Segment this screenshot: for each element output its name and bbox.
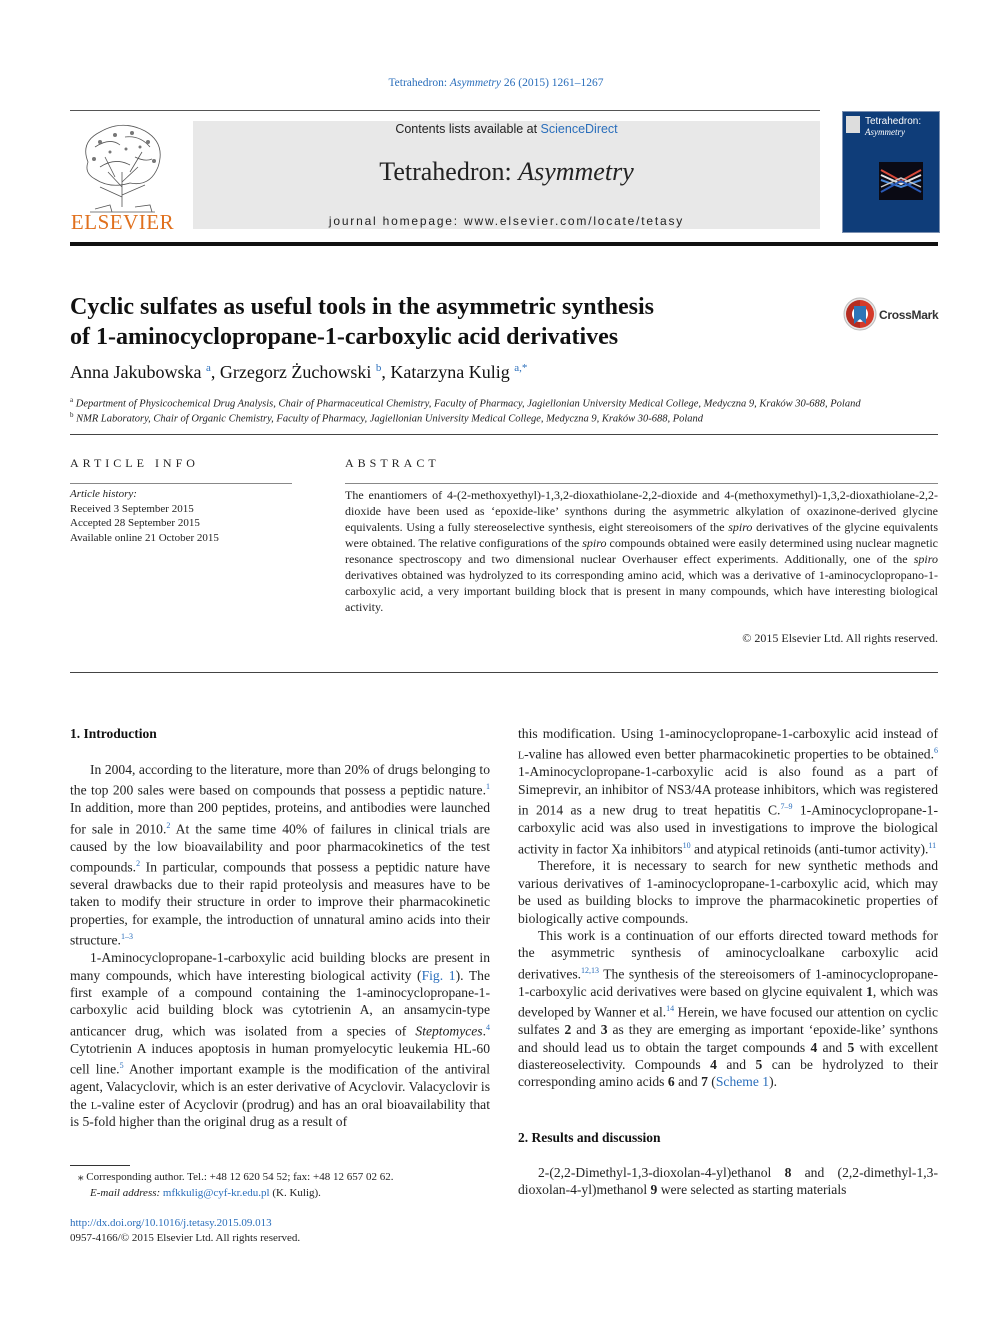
publisher-wordmark: ELSEVIER bbox=[70, 210, 175, 234]
section-heading-results: 2. Results and discussion bbox=[518, 1130, 661, 1145]
left-column-body bbox=[70, 761, 490, 1130]
cover-title: Tetrahedron: Asymmetry bbox=[865, 116, 922, 137]
affiliation-a: $^a$ Department of Physicochemical Drug Analysis, Chair of Pharmaceutical Chemistry, Faculty of Pharmacy, Jagiellonian University Medical College, Medyczna 9, Kraków 30-688, Poland bbox=[70, 396, 861, 410]
results-paragraph-1: 2-(2,2-Dimethyl-1,3-dioxolan-4-yl)ethanol 8 and (2,2-dimethyl-1,3-dioxolan-4-yl)methanol 9 were selected as starting materials bbox=[518, 1165, 938, 1198]
doi-block: http://dx.doi.org/10.1016/j.tetasy.2015.09.013 0957-4166/© 2015 Elsevier Ltd. All rights reserved. bbox=[70, 1217, 301, 1244]
scheme-link[interactable]: Scheme 1 bbox=[715, 1074, 770, 1090]
contents-line: Contents lists available at ScienceDirect bbox=[395, 122, 618, 136]
abstract-heading: ABSTRACT bbox=[345, 456, 440, 470]
header-rule bbox=[70, 110, 820, 111]
intro-paragraph-2: 1-Aminocyclopropane-1-carboxylic acid building blocks are present in many compounds, which have interesting biological activity (Fig. 1). The first example of a compound containing the 1-aminocyclopropane-1-carboxylic acid building block was cytotrienin A, an ansamycin-type anticancer drug, which was isolated from a species of Steptomyces.$^4$ Cytotrienin A induces apoptosis in human promyelocytic leukemia HL-60 cell line.$^5$ Another important example is the modification of the antiviral agent, Valacyclovir, which is an ester derivative of Acyclovir. Valacyclovir is the l-valine ester of Acyclovir (prodrug) and has an oral bioavailability that is 5-fold higher than the original drug as a result of bbox=[70, 950, 491, 1129]
doi-link[interactable]: http://dx.doi.org/10.1016/j.tetasy.2015.09.013 bbox=[70, 1217, 272, 1229]
journal-masthead bbox=[193, 121, 820, 229]
article-title: Cyclic sulfates as useful tools in the asymmetric synthesis of 1-aminocyclopropane-1-carboxylic acid derivatives bbox=[70, 294, 654, 350]
cover-publisher-icon bbox=[846, 116, 860, 133]
crossmark-badge[interactable]: CrossMark bbox=[843, 297, 953, 333]
intro-paragraph-4: This work is a continuation of our efforts directed toward methods for the asymmetric synthesis of aminocycloalkane carboxylic acid derivatives.$^{12,13}$ The synthesis of the stereoisomers of 1-aminocyclopropane-1-carboxylic acid derivatives were based on glycine equivalent 1, which was developed by Wanner et al.$^{14}$ Herein, we have focused our attention on cyclic sulfates 2 and 3 as they are emerging as important ‘epoxide-like’ synthons and should lead us to obtain the target compounds 4 and 5 with excellent diastereoselectivity. Compounds 4 and 5 can be hydrolyzed to their corresponding amino acids 6 and 7 (Scheme 1). bbox=[518, 928, 938, 1090]
abstract-text: The enantiomers of 4-(2-methoxyethyl)-1,3,2-dioxathiolane-2,2-dioxide and 4-(methoxymethyl)-1,3,2-dioxathiolane-2,2-dioxide have been used as ‘epoxide-like’ synthons during the asymmetric alkylation of oxazinone-derived glycine equivalents. Using a fully stereoselective synthesis, eight stereoisomers of the spiro derivatives of the glycine equivalents were obtained. The relative configurations of the spiro compounds obtained were easily determined using nuclear magnetic resonance spectroscopy and two dimensional nuclear Overhauser effect experiments. Additionally, one of the spiro derivatives obtained was hydrolyzed to its corresponding amino acid, which was a derivative of 1-aminocyclopropano-1-carboxylic acid, a very important building block that is present in many compounds, which have interesting biological activity. bbox=[345, 488, 938, 614]
article-info-heading: ARTICLE INFO bbox=[70, 456, 199, 470]
abstract-copyright: © 2015 Elsevier Ltd. All rights reserved. bbox=[742, 631, 938, 645]
journal-name: Tetrahedron: Asymmetry bbox=[379, 157, 634, 186]
sciencedirect-link[interactable]: ScienceDirect bbox=[540, 122, 618, 136]
intro-paragraph-3: Therefore, it is necessary to search for new synthetic methods and various derivatives of 1-aminocyclopropane-1-carboxylic acid, which may be used as building blocks to improve the pharmacokinetic properties of biologically active compounds. bbox=[518, 858, 938, 926]
journal-citation[interactable]: Tetrahedron: Asymmetry 26 (2015) 1261–1267 bbox=[388, 77, 604, 89]
crossmark-icon bbox=[843, 297, 877, 331]
affiliation-rule bbox=[70, 434, 938, 435]
author-name[interactable]: Anna Jakubowska bbox=[70, 362, 202, 382]
author-email-link[interactable]: mfkkulig@cyf-kr.edu.pl bbox=[162, 1186, 270, 1199]
abstract-bottom-rule bbox=[70, 672, 938, 673]
corresponding-author-footnote: ⁎ Corresponding author. Tel.: +48 12 620 54 52; fax: +48 12 657 02 62. E-mail address: mfkkulig@cyf-kr.edu.pl (K. Kulig). bbox=[78, 1171, 394, 1199]
intro-paragraph-1: In 2004, according to the literature, more than 20% of drugs belonging to the top 200 sales were based on compounds that possess a peptidic nature.$^1$ In addition, more than 200 peptides, proteins, and antibodies were launched for sale in 2010.$^2$ At the same time 40% of failures in clinical trials are caused by the low bioavailability and poor pharmacokinetics of the test compounds.$^2$ In particular, compounds that possess a peptidic nature have several drawbacks due to their rapid proteolysis and measures have to be taken to modify their structure in order to improve their pharmacokinetic properties, for example, the introduction of unnatural amino acids into their structure.$^{1-3}$ bbox=[70, 762, 491, 948]
right-column-body bbox=[518, 725, 938, 1091]
author-name[interactable]: Grzegorz Żuchowski bbox=[219, 362, 372, 382]
author-list: Anna Jakubowska $^a$, Grzegorz Żuchowski $^b$, Katarzyna Kulig $^{a,*}$ bbox=[70, 362, 528, 382]
header-thick-rule bbox=[70, 242, 938, 246]
journal-homepage[interactable]: journal homepage: www.elsevier.com/locate/tetasy bbox=[328, 214, 685, 228]
article-history: Article history: Received 3 September 2015 Accepted 28 September 2015 Available online 21 October 2015 bbox=[70, 488, 219, 544]
article-info-rule bbox=[70, 483, 292, 484]
cover-art-icon bbox=[879, 162, 923, 200]
intro-paragraph-continued: this modification. Using 1-aminocyclopropane-1-carboxylic acid instead of l-valine has allowed even better pharmacokinetic properties to be obtained.$^6$ 1-Aminocyclopropane-1-carboxylic acid is also found as a part of Simeprevir, an inhibitor of NS3/4A protease inhibitors, which was registered in 2014 as a new drug to treat hepatitis C.$^{7-9}$ 1-Aminocyclopropane-1-carboxylic acid was also used in investigations to improve the biological activity in factor Xa inhibitors$^{10}$ and atypical retinoids (anti-tumor activity).$^{11}$ bbox=[518, 726, 938, 857]
abstract-rule bbox=[345, 483, 938, 484]
affiliation-b: $^b$ NMR Laboratory, Chair of Organic Chemistry, Faculty of Pharmacy, Jagiellonian University Medical College, Medyczna 9, Kraków 30-688, Poland bbox=[70, 411, 704, 425]
section-heading-introduction: 1. Introduction bbox=[70, 726, 157, 741]
footnote-rule bbox=[70, 1165, 130, 1166]
figure-link[interactable]: Fig. 1 bbox=[421, 967, 456, 983]
author-name[interactable]: Katarzyna Kulig bbox=[390, 362, 510, 382]
results-body bbox=[518, 1164, 938, 1199]
journal-cover-thumbnail[interactable] bbox=[842, 111, 940, 233]
